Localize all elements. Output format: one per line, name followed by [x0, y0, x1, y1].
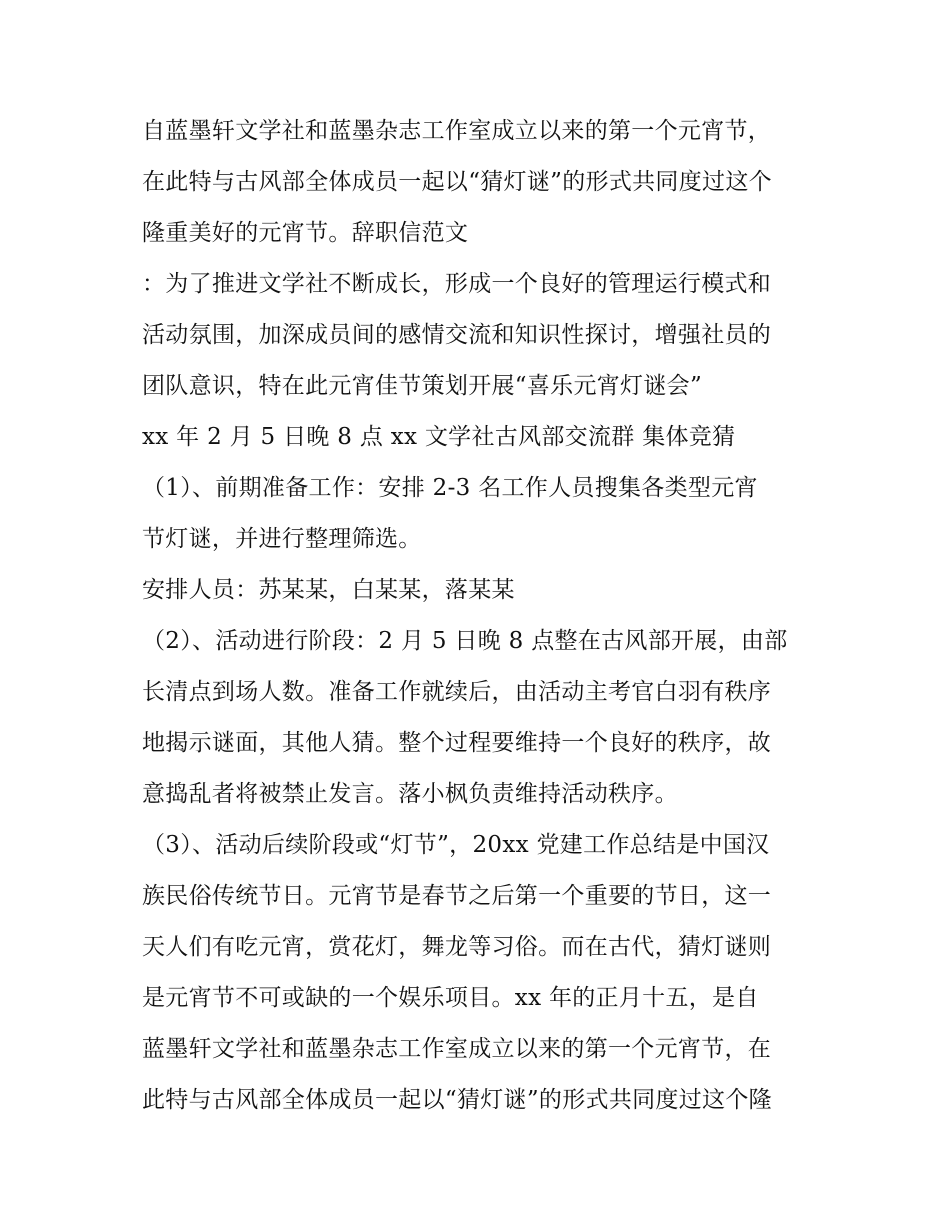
text-line-13: 地揭示谜面，其他人猜。整个过程要维持一个良好的秩序，故 [142, 730, 772, 756]
text-line-3: 隆重美好的元宵节。辞职信范文 [142, 220, 469, 246]
text-line-9: 节灯谜，并进行整理筛选。 [142, 526, 422, 552]
text-line-18: 是元宵节不可或缺的一个娱乐项目。xx 年的正月十五，是自 [142, 985, 759, 1011]
text-line-7: xx 年 2 月 5 日晚 8 点 xx 文学社古风部交流群 集体竞猜 [142, 424, 736, 450]
text-line-1: 自蓝墨轩文学社和蓝墨杂志工作室成立以来的第一个元宵节， [142, 118, 772, 144]
text-line-5: 活动氛围，加深成员间的感情交流和知识性探讨，增强社员的 [142, 322, 772, 348]
text-line-11: （2）、活动进行阶段：2 月 5 日晚 8 点整在古风部开展，由部 [142, 628, 788, 654]
text-line-10: 安排人员：苏某某，白某某，落某某 [142, 577, 515, 603]
text-line-6: 团队意识，特在此元宵佳节策划开展“喜乐元宵灯谜会” [142, 373, 703, 399]
text-line-16: 族民俗传统节日。元宵节是春节之后第一个重要的节日，这一 [142, 883, 772, 909]
text-line-20: 此特与古风部全体成员一起以“猜灯谜”的形式共同度过这个隆 [142, 1087, 772, 1113]
text-line-17: 天人们有吃元宵，赏花灯，舞龙等习俗。而在古代，猜灯谜则 [142, 934, 772, 960]
text-line-15: （3）、活动后续阶段或“灯节”，20xx 党建工作总结是中国汉 [142, 832, 770, 858]
text-line-4: ：为了推进文学社不断成长，形成一个良好的管理运行模式和 [142, 271, 772, 297]
text-line-19: 蓝墨轩文学社和蓝墨杂志工作室成立以来的第一个元宵节，在 [142, 1036, 772, 1062]
document-body [142, 106, 832, 1126]
text-line-12: 长清点到场人数。准备工作就续后，由活动主考官白羽有秩序 [142, 679, 772, 705]
text-line-14: 意捣乱者将被禁止发言。落小枫负责维持活动秩序。 [142, 781, 678, 807]
text-line-8: （1）、前期准备工作：安排 2-3 名工作人员搜集各类型元宵 [142, 475, 758, 501]
text-line-2: 在此特与古风部全体成员一起以“猜灯谜”的形式共同度过这个 [142, 169, 772, 195]
